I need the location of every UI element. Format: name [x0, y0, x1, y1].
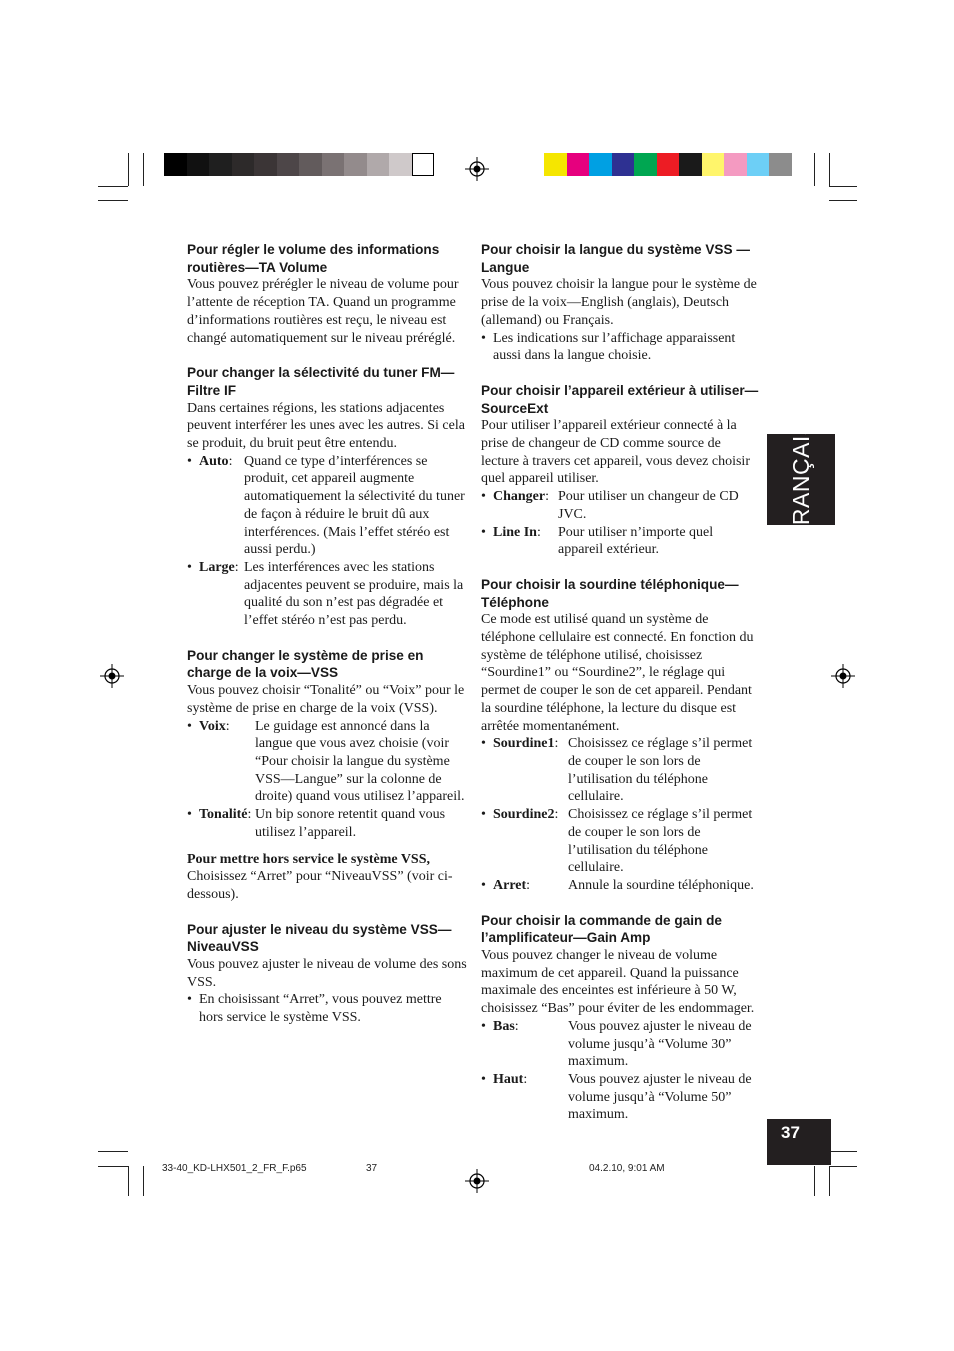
color-swatch	[769, 153, 792, 176]
item-term: Haut	[493, 1071, 524, 1087]
section-ta-volume	[187, 241, 467, 347]
section-filtre-if	[187, 364, 467, 630]
color-swatch	[254, 153, 277, 176]
section-heading: Pour régler le volume des informations routières—TA Volume	[187, 242, 440, 275]
right-column	[481, 241, 761, 1141]
footer-page: 37	[366, 1163, 378, 1174]
item-desc: Vous pouvez ajuster le niveau de volume jusqu’à “Volume 30” maximum.	[568, 1018, 752, 1070]
section-body: Vous pouvez changer le niveau de volume maximum de cet appareil. Quand la puissance maximale des enceintes est inférieure à 50 W, choisissez “Bas” pour éviter de les endommager.	[481, 948, 755, 1017]
color-swatch	[322, 153, 345, 176]
section-vss	[187, 647, 467, 904]
list-item: • Sourdine2: Choisissez ce réglage s’il permet de couper le son lors de l’utilisation du téléphone cellulaire.	[481, 806, 761, 877]
section-heading: Pour choisir la sourdine téléphonique—Téléphone	[481, 576, 739, 610]
item-desc: Vous pouvez ajuster le niveau de volume jusqu’à “Volume 50” maximum.	[568, 1071, 752, 1123]
color-swatch	[209, 153, 232, 176]
item-term: Tonalité	[199, 807, 248, 823]
color-swatch	[187, 153, 210, 176]
color-swatch	[612, 153, 635, 176]
color-swatch	[657, 153, 680, 176]
list-item: • Bas: Vous pouvez ajuster le niveau de volume jusqu’à “Volume 30” maximum.	[481, 1018, 761, 1071]
item-desc: Pour utiliser n’importe quel appareil extérieur.	[558, 524, 714, 558]
footer-timestamp: 04.2.10, 9:01 AM	[589, 1163, 665, 1174]
item-term: Auto	[199, 453, 229, 469]
color-swatch	[389, 153, 412, 176]
list-item: • Changer: Pour utiliser un changeur de CD JVC.	[481, 488, 761, 523]
section-telephone	[481, 576, 761, 895]
list-item: • Voix: Le guidage est annoncé dans la langue que vous avez choisie (voir “Pour choisir la langue du système VSS—Langue” sur la colonne de droite) quand vous utilisez l’appareil.	[187, 718, 467, 807]
color-swatch	[232, 153, 255, 176]
section-gain-amp	[481, 912, 761, 1124]
registration-mark-icon	[100, 664, 124, 688]
cmyk-color-bar	[544, 153, 792, 176]
list-item: • Line In: Pour utiliser n’importe quel appareil extérieur.	[481, 524, 761, 559]
list-item: • Large: Les interférences avec les stations adjacentes peuvent se produire, mais la qualité du son n’est pas dégradée et l’effet stéréo n’est pas perdu.	[187, 559, 467, 630]
color-swatch	[412, 153, 435, 176]
color-swatch	[567, 153, 590, 176]
language-tab	[767, 419, 835, 540]
language-tab-label: FRANÇAIS	[787, 419, 814, 540]
registration-mark-icon	[831, 664, 855, 688]
page-number: 37	[767, 1119, 831, 1165]
section-heading: Pour choisir la langue du système VSS —Langue	[481, 242, 750, 275]
left-column	[187, 241, 467, 1044]
color-swatch	[589, 153, 612, 176]
section-heading: Pour changer le système de prise en charge de la voix—VSS	[187, 647, 424, 681]
section-heading: Pour choisir la commande de gain de l’amplificateur—Gain Amp	[481, 912, 722, 946]
list-item: • Tonalité: Un bip sonore retentit quand vous utilisez l’appareil.	[187, 806, 467, 841]
item-desc: Pour utiliser un changeur de CD JVC.	[558, 489, 739, 522]
color-swatch	[344, 153, 367, 176]
list-item: • Haut: Vous pouvez ajuster le niveau de volume jusqu’à “Volume 50” maximum.	[481, 1071, 761, 1124]
item-term: Large	[199, 559, 235, 575]
item-desc: Un bip sonore retentit quand vous utilisez l’appareil.	[255, 807, 446, 840]
color-swatch	[277, 153, 300, 176]
color-swatch	[299, 153, 322, 176]
bullet-item: • Les indications sur l’affichage apparaissent aussi dans la langue choisie.	[481, 330, 761, 365]
vss-off-heading: Pour mettre hors service le système VSS,	[187, 851, 430, 867]
item-desc: Annule la sourdine téléphonique.	[568, 877, 754, 893]
item-desc: Quand ce type d’interférences se produit, cet appareil augmente automatiquement la sélectivité du tuner de façon à réduire le bruit dû aux interférences. (Mais l’effet stéréo est aussi perdu.)	[244, 453, 465, 558]
color-swatch	[702, 153, 725, 176]
bullet-item: • En choisissant “Arret”, vous pouvez mettre hors service le système VSS.	[187, 991, 467, 1026]
footer-filename: 33-40_KD-LHX501_2_FR_F.p65	[162, 1163, 307, 1174]
list-item: • Arret: Annule la sourdine téléphonique.	[481, 877, 761, 895]
color-swatch	[164, 153, 187, 176]
item-term: Line In	[493, 524, 537, 540]
section-body: Vous pouvez choisir la langue pour le système de prise de la voix—English (anglais), Deutsch (allemand) ou Français.	[481, 277, 757, 328]
section-body: Vous pouvez choisir “Tonalité” ou “Voix” pour le système de prise en charge de la voix (VSS).	[187, 683, 465, 716]
section-langue	[481, 241, 761, 365]
item-term: Sourdine1	[493, 736, 555, 752]
item-term: Arret	[493, 877, 527, 893]
section-sourceext	[481, 382, 761, 559]
vss-off-body: Choisissez “Arret” pour “NiveauVSS” (voir ci-dessous).	[187, 869, 453, 902]
section-body: Dans certaines régions, les stations adjacentes peuvent interférer les unes avec les autres. Si cela se produit, du bruit peut être entendu.	[187, 400, 465, 452]
color-swatch	[679, 153, 702, 176]
item-desc: Les interférences avec les stations adjacentes peuvent se produire, mais la qualité du son n’est pas dégradée et l’effet stéréo n’est pas perdu.	[244, 559, 464, 629]
section-heading: Pour changer la sélectivité du tuner FM—Filtre IF	[187, 365, 455, 398]
color-swatch	[634, 153, 657, 176]
section-heading: Pour choisir l’appareil extérieur à utiliser—SourceExt	[481, 382, 759, 416]
color-swatch	[747, 153, 770, 176]
color-swatch	[367, 153, 390, 176]
section-niveauvss	[187, 921, 467, 1027]
color-swatch	[544, 153, 567, 176]
item-desc: Choisissez ce réglage s’il permet de couper le son lors de l’utilisation du téléphone cellulaire.	[568, 736, 753, 805]
item-term: Changer	[493, 489, 546, 505]
grayscale-color-bar	[164, 153, 434, 176]
section-body: Pour utiliser l’appareil extérieur connecté à la prise de changeur de CD comme source de lecture à travers cet appareil, vous devez choisir quel appareil utiliser.	[481, 418, 750, 487]
section-heading: Pour ajuster le niveau du système VSS—NiveauVSS	[187, 921, 452, 955]
section-body: Vous pouvez ajuster le niveau de volume des sons VSS.	[187, 957, 467, 990]
item-desc: Choisissez ce réglage s’il permet de couper le son lors de l’utilisation du téléphone cellulaire.	[568, 807, 753, 876]
list-item: • Sourdine1: Choisissez ce réglage s’il permet de couper le son lors de l’utilisation du téléphone cellulaire.	[481, 735, 761, 806]
registration-mark-icon	[465, 157, 489, 181]
item-desc: Le guidage est annoncé dans la langue que vous avez choisie (voir “Pour choisir la langue du système VSS—Langue” sur la colonne de droite) quand vous utilisez l’appareil.	[255, 718, 465, 805]
item-term: Voix	[199, 718, 226, 734]
color-swatch	[724, 153, 747, 176]
list-item: • Auto: Quand ce type d’interférences se produit, cet appareil augmente automatiquement la sélectivité du tuner de façon à réduire le bruit dû aux interférences. (Mais l’effet stéréo est aussi perdu.)	[187, 453, 467, 559]
item-term: Bas	[493, 1018, 515, 1034]
item-term: Sourdine2	[493, 807, 555, 823]
registration-mark-icon	[465, 1169, 489, 1193]
section-body: Vous pouvez prérégler le niveau de volume pour l’attente de réception TA. Quand un programme d’informations routières est reçu, le niveau est changé automatiquement sur le niveau préréglé.	[187, 277, 459, 346]
section-body: Ce mode est utilisé quand un système de téléphone cellulaire est connecté. En fonction du système de téléphone utilisé, choisissez “Sourdine1” ou “Sourdine2”, le réglage qui permet de couper le son de cet appareil. Pendant la sourdine téléphone, la lecture du disque est arrêtée momentanément.	[481, 612, 754, 734]
